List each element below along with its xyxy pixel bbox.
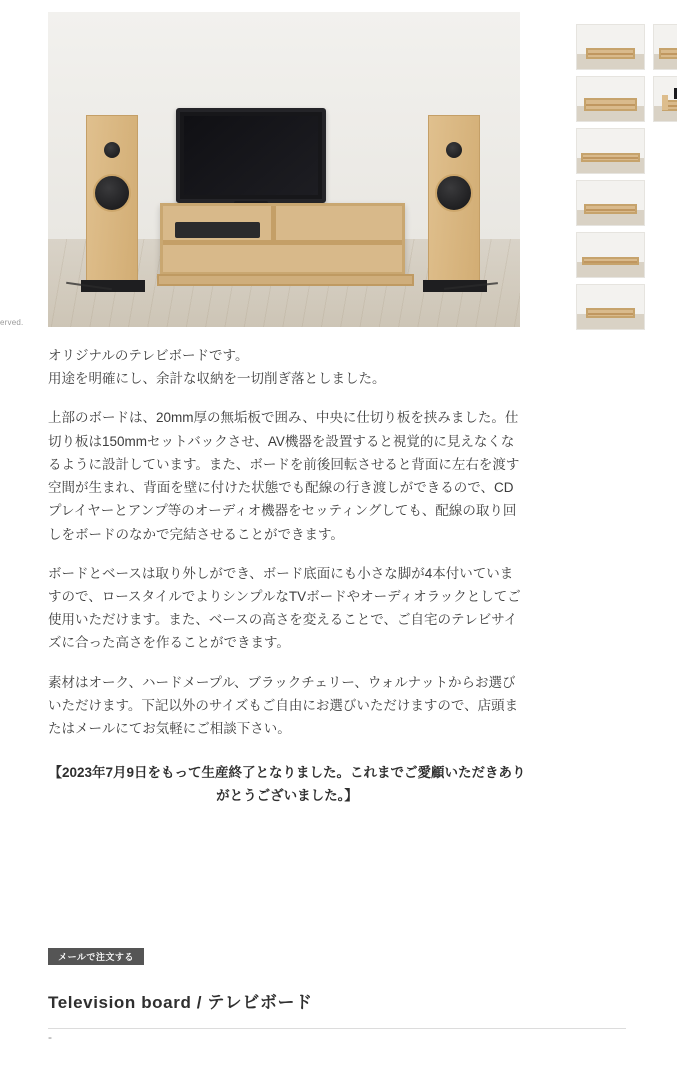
- divider: [48, 1028, 626, 1029]
- product-description: [48, 344, 526, 808]
- av-device: [175, 222, 260, 238]
- television: [176, 108, 326, 203]
- product-gallery: [48, 12, 676, 327]
- edge-leftover-text: erved.: [0, 318, 24, 327]
- tweeter-icon: [446, 142, 462, 158]
- board-divider: [271, 206, 276, 240]
- thumbnail-strip: [528, 12, 677, 327]
- thumbnail-4[interactable]: [653, 76, 677, 122]
- board-base: [157, 274, 414, 286]
- speaker-right: [428, 115, 480, 283]
- tv-board: [160, 203, 405, 275]
- order-by-email-button[interactable]: メールで注文する: [48, 948, 144, 965]
- section-title: Television board / テレビボード: [48, 993, 313, 1012]
- speaker-left: [86, 115, 138, 283]
- thumbnail-3[interactable]: [576, 76, 645, 122]
- woofer-icon: [435, 174, 473, 212]
- main-product-photo[interactable]: [48, 12, 520, 327]
- woofer-icon: [93, 174, 131, 212]
- paragraph-base: ボードとベースは取り外しができ、ボード底面にも小さな脚が4本付いていますので、ロースタイルでよりシンプルなTVボードやオーディオラックとしてご使用いただけます。また、ベースの高さを変えることで、ご自宅のテレビサイズに合った高さを作ることができます。: [48, 565, 521, 651]
- thumbnail-8[interactable]: [576, 284, 645, 330]
- tv-screen: [184, 116, 318, 195]
- paragraph-materials: 素材はオーク、ハードメープル、ブラックチェリー、ウォルナットからお選びいただけます。下記以外のサイズもご自由にお選びいただけますので、店頭またはメールにてお気軽にご相談下さい。: [48, 674, 519, 737]
- paragraph-structure: 上部のボードは、20mm厚の無垢板で囲み、中央に仕切り板を挟みました。仕切り板は150mmセットバックさせ、AV機器を設置すると視覚的に見えなくなるように設計しています。また、ボードを前後回転させると背面に左右を渡す空間が生まれ、背面を壁に付けた状態でも配線の行き渡しができるので、CDプレイヤーとアンプ等のオーディオ機器をセッティングしても、配線の取り回しをボードのなかで完結させることができます。: [48, 410, 520, 542]
- intro-line-1: オリジナルのテレビボードです。: [48, 348, 249, 363]
- thumbnail-6[interactable]: [576, 180, 645, 226]
- thumbnail-5[interactable]: [576, 128, 645, 174]
- board-shelf: [163, 240, 402, 245]
- thumbnail-1[interactable]: [576, 24, 645, 70]
- tweeter-icon: [104, 142, 120, 158]
- thumbnail-2[interactable]: [653, 24, 677, 70]
- paragraph-intro: [48, 344, 526, 390]
- discontinued-notice: 【2023年7月9日をもって生産終了となりました。これまでご愛顧いただきありがとうございました。】: [48, 765, 526, 804]
- thumbnail-7[interactable]: [576, 232, 645, 278]
- footer-dash: -: [48, 1030, 52, 1044]
- intro-line-2: 用途を明確にし、余計な収納を一切削ぎ落としました。: [48, 371, 386, 387]
